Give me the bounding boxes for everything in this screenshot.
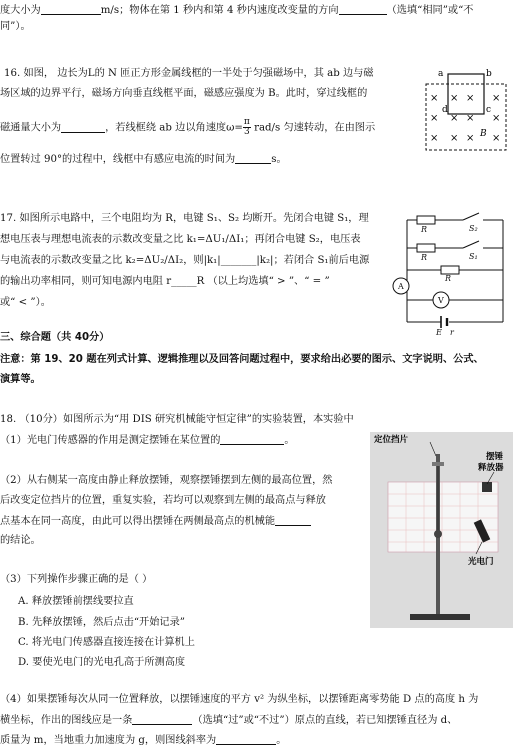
answer-blank: [132, 713, 192, 725]
option-c: C. 将光电门传感器直接连接在计算机上: [18, 637, 195, 648]
answer-blank: [61, 121, 105, 133]
answer-blank: [339, 3, 387, 15]
q18-p2-text: 点基本在同一高度，由此可以得出摆锤在两侧最高点的机械能: [0, 516, 276, 527]
cross-icon: ×: [492, 93, 501, 104]
section-heading: 三、综合题（共 40分）: [0, 332, 110, 343]
field-crosses: [430, 93, 500, 144]
option-b: B. 先释放摆锤，然后点击“开始记录”: [18, 617, 186, 628]
q16-text-a: 磁通量大小为: [0, 122, 62, 134]
cross-icon: ×: [492, 133, 501, 144]
q15-text-c: （选填“相同”或“不: [386, 5, 474, 16]
circuit-diagram: [393, 210, 518, 340]
cross-icon: ×: [466, 93, 475, 104]
cross-icon: ×: [466, 113, 475, 124]
q18-part3: （3）下列操作步骤正确的是（ ）: [0, 574, 153, 585]
q17-line2: 想电压表与理想电流表的示数改变量之比 k₁=ΔU₁/ΔI₁；再闭合电键 S₂，电压表: [0, 234, 361, 245]
label-release-1: 摆锤: [486, 452, 504, 462]
q16-line1: 16. 如图， 边长为L的 N 匝正方形金属线框的一半处于匀强磁场中，其 ab 边与磁: [4, 68, 374, 79]
fraction-pi-over-3: [243, 118, 251, 137]
label-V: V: [438, 296, 444, 305]
cross-icon: ×: [430, 93, 439, 104]
coil-magnetic-field-figure: [422, 68, 512, 153]
pendulum-bob: [434, 530, 442, 538]
q15-text-a: 度大小为: [0, 5, 41, 16]
q17-line1: 17. 如图所示电路中，三个电阻均为 R，电键 S₁、S₂ 均断开。先闭合电键 S₁，理: [0, 213, 369, 224]
cross-icon: ×: [450, 113, 459, 124]
section-note-line1: 注意：第 19、20 题在列式计算、逻辑推理以及回答问题过程中，要求给出必要的图示、文字说明、公式、: [0, 354, 484, 365]
q16-text-c: rad/s 匀速转动，在由图示: [250, 122, 376, 134]
label-B: B: [480, 129, 487, 139]
answer-blank: [275, 514, 311, 526]
resistor: [441, 266, 459, 274]
resistor: [417, 244, 435, 252]
q16-text-e: s。: [271, 154, 287, 165]
label-R3: R: [445, 274, 452, 283]
label-b: b: [486, 69, 492, 79]
q17-line3: 与电流表的示数改变量之比 k₂=ΔU₂/ΔI₂，则|k₁|_______|k₂|；若闭合 S₁前后电源: [0, 255, 370, 266]
answer-blank: [235, 152, 271, 164]
q17-line5: 或“ < ”）。: [0, 297, 51, 308]
label-photogate: 光电门: [468, 557, 494, 567]
cross-icon: ×: [492, 113, 501, 124]
label-R2: R: [421, 253, 428, 262]
cross-icon: ×: [430, 133, 439, 144]
frac-num: π: [243, 117, 250, 127]
dis-apparatus-photo: [370, 432, 513, 628]
answer-blank: [216, 733, 276, 745]
label-a: a: [438, 69, 444, 79]
q18-title: 18. （10分）如图所示为“用 DIS 研究机械能守恒定律”的实验装置，本实验中: [0, 414, 354, 425]
q16-line2: 场区域的边界平行，磁场方向垂直线框平面，磁感应强度为 B。此时，穿过线框的: [0, 88, 368, 99]
option-d: D. 要使光电门的光电孔高于所测高度: [18, 657, 186, 668]
q18-p1-end: 。: [284, 435, 295, 446]
q16-line4: [0, 152, 287, 167]
label-r: r: [450, 328, 454, 337]
label-S2: S₂: [469, 224, 478, 233]
q15-line2: 同”）。: [0, 21, 31, 32]
q18-p4-end: 。: [276, 735, 287, 746]
q18-p4-text-c: 质量为 m，当地重力加速度为 g，则图线斜率为: [0, 735, 217, 746]
q18-p4-text-a: 横坐标，作出的图线应是一条: [0, 715, 133, 726]
apparatus-drawing: [370, 432, 513, 628]
resistor: [417, 216, 435, 224]
label-c: c: [486, 105, 492, 115]
option-a: A. 释放摆锤前摆线要拉直: [18, 596, 134, 607]
q18-part2-line2: 后改变定位挡片的位置，重复实验，若均可以观察到左侧的最高点与释放: [0, 495, 326, 506]
q15-line1: [0, 3, 474, 18]
q18-part4-line2: [0, 713, 457, 728]
label-S1: S₁: [469, 252, 478, 261]
cross-icon: ×: [450, 133, 459, 144]
label-stop-plate: 定位挡片: [374, 435, 409, 445]
q16-text-d: 位置转过 90°的过程中，线框中有感应电流的时间为: [0, 154, 236, 165]
answer-blank: [41, 3, 101, 15]
cross-icon: ×: [450, 93, 459, 104]
frac-den: 3: [244, 127, 250, 137]
label-release-2: 释放器: [478, 463, 504, 473]
label-A: A: [398, 282, 404, 291]
cross-icon: ×: [430, 113, 439, 124]
q18-p4-text-b: （选填“过”或“不过”）原点的直线，若已知摆锤直径为 d、: [192, 715, 458, 726]
q18-part1: [0, 433, 295, 448]
q18-part2-line4: 的结论。: [0, 535, 41, 546]
label-d: d: [442, 105, 448, 115]
q18-part2-line3: [0, 514, 311, 529]
q17-line4: 的输出功率相同，则可知电源内电阻 r_____R （以上均选填“ > ”、“ = ”: [0, 276, 330, 287]
label-R1: R: [421, 225, 428, 234]
q16-text-b: ，若线框绕 ab 边以角速度ω=: [105, 122, 243, 134]
section-note-line2: 演算等。: [0, 374, 41, 385]
answer-blank: [220, 433, 284, 445]
q18-part4-line1: （4）如果摆锤每次从同一位置释放，以摆锤速度的平方 v² 为纵坐标，以摆锤距离零势能 D 点的高度 h 为: [0, 694, 479, 705]
q18-part4-line3: [0, 733, 286, 748]
cross-icon: ×: [466, 133, 475, 144]
base: [410, 614, 470, 620]
label-E: E: [436, 328, 442, 337]
q18-p1-text: （1）光电门传感器的作用是测定摆锤在某位置的: [0, 435, 221, 446]
q18-part2-line1: （2）从右侧某一高度由静止释放摆锤，观察摆锤摆到左侧的最高位置，然: [0, 475, 333, 486]
q16-line3: [0, 118, 375, 137]
q15-text-b: m/s；物体在第 1 秒内和第 4 秒内速度改变量的方向: [100, 5, 339, 16]
